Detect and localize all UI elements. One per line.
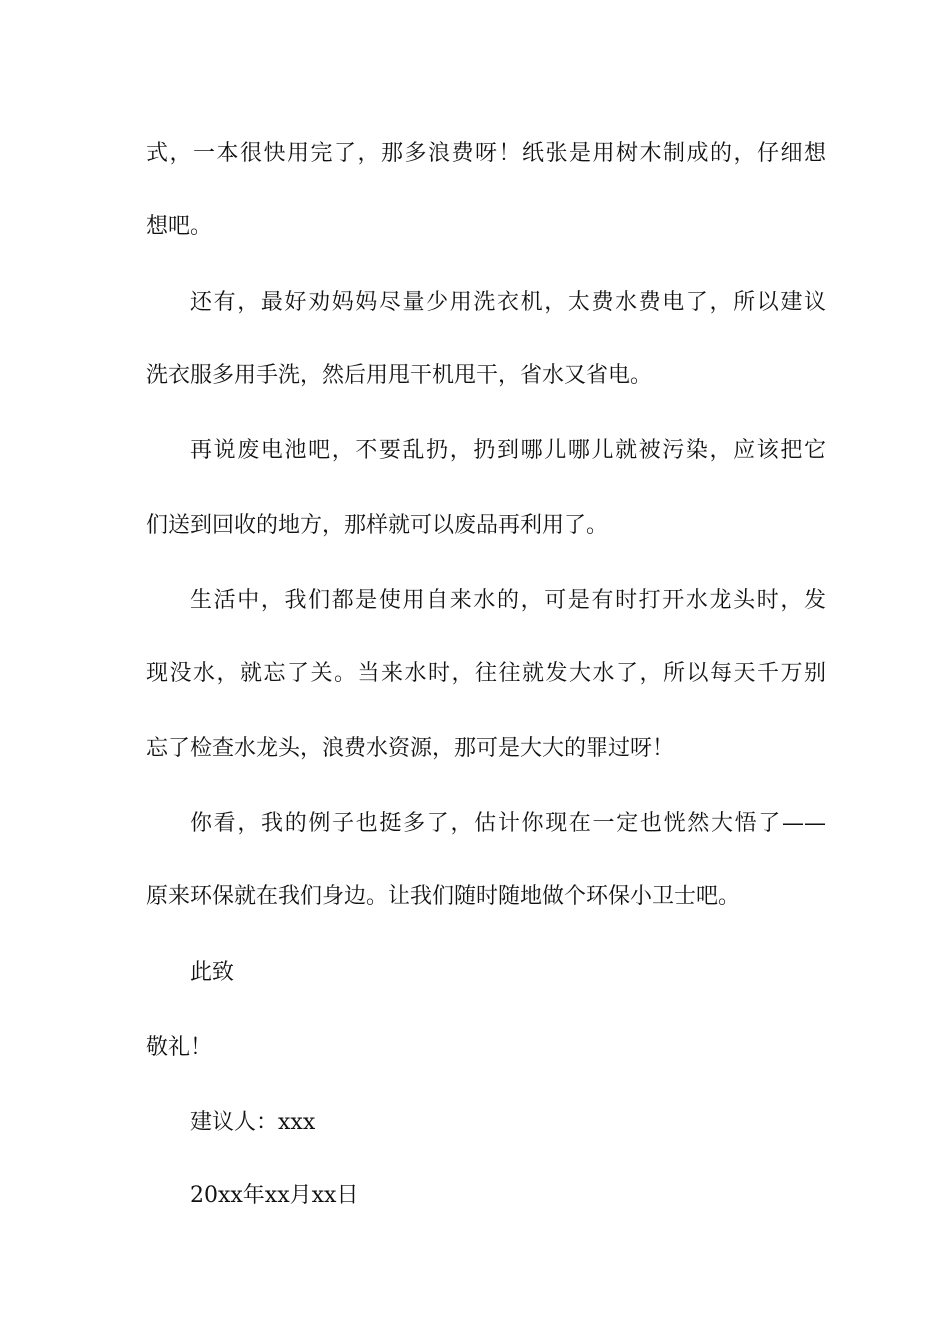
paragraph-line: 忘了检查水龙头，浪费水资源，那可是大大的罪过呀！ — [146, 736, 675, 761]
salutation-jingli: 敬礼！ — [146, 1035, 213, 1060]
paragraph-line: 想吧。 — [146, 214, 213, 239]
signature-date: 20xx年xx月xx日 — [190, 1183, 359, 1208]
paragraph-line: 你看，我的例子也挺多了，估计你现在一定也恍然大悟了—— — [190, 811, 826, 836]
paragraph-line: 式，一本很快用完了，那多浪费呀！纸张是用树木制成的，仔细想 — [146, 141, 826, 166]
paragraph-line: 再说废电池吧，不要乱扔，扔到哪儿哪儿就被污染，应该把它 — [190, 438, 826, 463]
paragraph-line: 们送到回收的地方，那样就可以废品再利用了。 — [146, 513, 609, 538]
paragraph-line: 洗衣服多用手洗，然后用甩干机甩干，省水又省电。 — [146, 363, 653, 388]
paragraph-line: 现没水，就忘了关。当来水时，往往就发大水了，所以每天千万别 — [146, 661, 826, 686]
paragraph-line: 生活中，我们都是使用自来水的，可是有时打开水龙头时，发 — [190, 588, 826, 613]
salutation-cizhi: 此致 — [190, 960, 235, 985]
paragraph-line: 还有，最好劝妈妈尽量少用洗衣机，太费水费电了，所以建议 — [190, 290, 826, 315]
paragraph-line: 原来环保就在我们身边。让我们随时随地做个环保小卫士吧。 — [146, 884, 741, 909]
signature-proposer: 建议人：xxx — [190, 1110, 316, 1135]
